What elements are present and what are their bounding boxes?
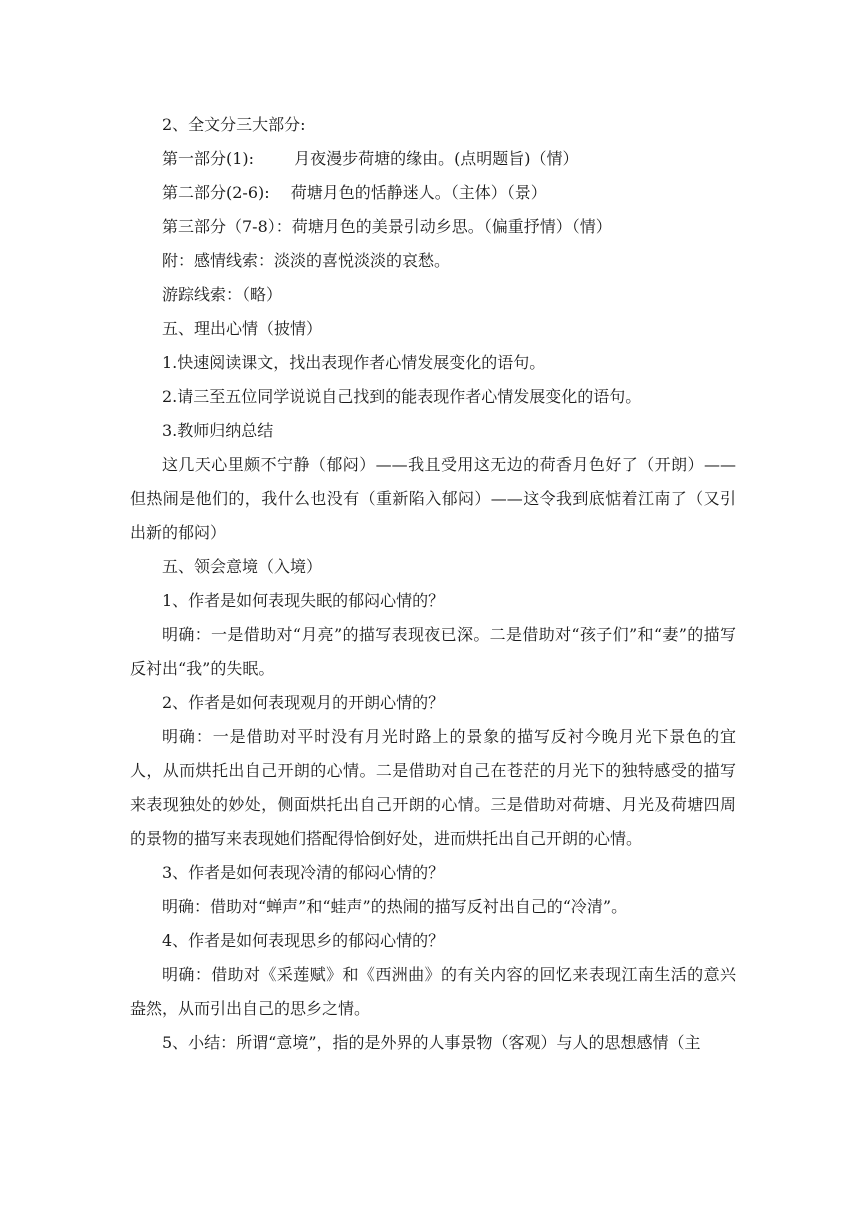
part-one-content: 月夜漫步荷塘的缘由。(点明题旨)（情） bbox=[294, 149, 579, 168]
answer-one: 明确：一是借助对“月亮”的描写表现夜已深。二是借助对“孩子们”和“妻”的描写反衬出“我”的失眠。 bbox=[130, 625, 736, 678]
answer-two: 明确：一是借助对平时没有月光时路上的景象的描写反衬今晚月光下景色的宜人，从而烘托出自己开朗的心情。二是借助对自己在苍茫的月光下的独特感受的描写来表现独处的妙处，侧面烘托出自己开朗的心情。三是借助对荷塘、月光及荷塘四周的景物的描写来表现她们搭配得恰倒好处，进而烘托出自己开朗的心情。 bbox=[130, 727, 736, 848]
section-heading-structure: 2、全文分三大部分: bbox=[162, 115, 306, 134]
section-heading-mood: 五、理出心情（披情） bbox=[162, 319, 323, 338]
summary-line: 5、小结：所谓“意境”，指的是外界的人事景物（客观）与人的思想感情（主 bbox=[162, 1033, 701, 1052]
document-body bbox=[130, 108, 736, 1060]
emotion-clue-line: 附：感情线索：淡淡的喜悦淡淡的哀愁。 bbox=[162, 251, 451, 270]
part-one-line bbox=[130, 142, 736, 176]
route-clue-line: 游踪线索：（略） bbox=[162, 285, 283, 304]
step-two-line: 2.请三至五位同学说说自己找到的能表现作者心情发展变化的语句。 bbox=[162, 387, 642, 406]
question-three: 3、作者是如何表现冷清的郁闷心情的？ bbox=[162, 863, 445, 882]
answer-three: 明确：借助对“蝉声”和“蛙声”的热闹的描写反衬出自己的“冷清”。 bbox=[162, 897, 628, 916]
step-one-line: 1.快速阅读课文，找出表现作者心情发展变化的语句。 bbox=[162, 353, 546, 372]
part-one-label: 第一部分(1): bbox=[162, 149, 255, 168]
part-three-line: 第三部分（7-8）：荷塘月色的美景引动乡思。（偏重抒情）（情） bbox=[162, 217, 612, 236]
section-heading-artistic-conception: 五、领会意境（入境） bbox=[162, 557, 323, 576]
step-three-line: 3.教师归纳总结 bbox=[162, 421, 274, 440]
question-four: 4、作者是如何表现思乡的郁闷心情的？ bbox=[162, 931, 445, 950]
mood-summary-paragraph: 这几天心里颇不宁静（郁闷）——我且受用这无边的荷香月色好了（开朗）——但热闹是他们的，我什么也没有（重新陷入郁闷）——这令我到底惦着江南了（又引出新的郁闷） bbox=[130, 455, 736, 542]
question-one: 1、作者是如何表现失眠的郁闷心情的？ bbox=[162, 591, 445, 610]
part-two-line: 第二部分(2-6): 荷塘月色的恬静迷人。（主体）（景） bbox=[162, 183, 547, 202]
question-two: 2、作者是如何表现观月的开朗心情的？ bbox=[162, 693, 445, 712]
answer-four: 明确：借助对《采莲赋》和《西洲曲》的有关内容的回忆来表现江南生活的意兴盎然，从而引出自己的思乡之情。 bbox=[130, 965, 736, 1018]
